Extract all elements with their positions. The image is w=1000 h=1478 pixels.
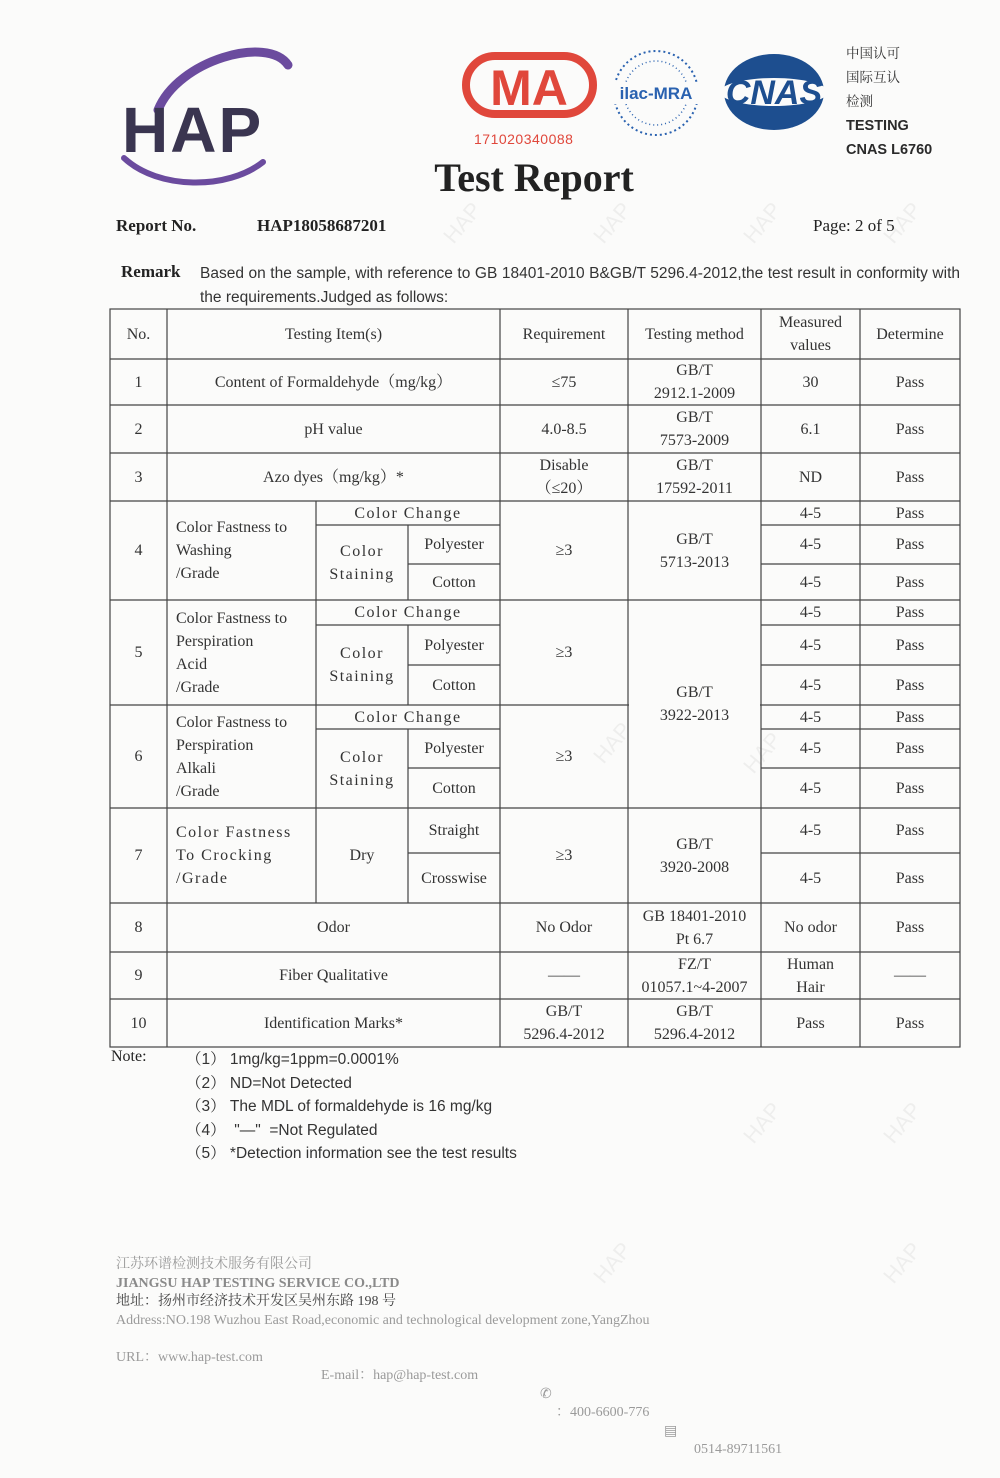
- sub-item-color-staining: Color Staining: [329, 645, 395, 685]
- watermark: HAP: [738, 197, 787, 249]
- svg-text:CNAS: CNAS: [725, 74, 823, 112]
- requirement: ≥3: [555, 847, 573, 864]
- test-item: Content of Formaldehyde（mg/kg）: [214, 373, 453, 391]
- fax-number: 0514-89711561: [694, 1442, 783, 1457]
- row-number: 2: [134, 420, 143, 438]
- determination: Pass: [895, 468, 925, 486]
- watermark: HAP: [588, 197, 637, 249]
- watermark: HAP: [738, 1097, 787, 1149]
- requirement: No Odor: [535, 919, 593, 936]
- test-item: Color Fastness to Perspiration Alkali /Grade: [176, 713, 288, 800]
- test-item: Fiber Qualitative: [279, 967, 388, 984]
- cma-mark: [462, 50, 597, 122]
- col-header-measured: Measured values: [778, 314, 843, 354]
- phone-icon: ✆: [540, 1386, 552, 1402]
- row-number: 4: [134, 542, 143, 559]
- cnas-mark: [718, 50, 830, 134]
- watermark: HAP: [588, 1237, 637, 1289]
- determination: Pass: [895, 636, 925, 654]
- determination: Pass: [895, 373, 925, 391]
- test-method: GB/T 5296.4-2012: [653, 1003, 736, 1043]
- test-method: FZ/T 01057.1~4-2007: [641, 955, 748, 996]
- determination: Pass: [895, 1014, 925, 1032]
- sub-item-polyester: Polyester: [424, 636, 484, 654]
- measured-value: 4-5: [799, 822, 822, 839]
- website: URL：www.hap-test.com: [116, 1349, 263, 1365]
- determination: Pass: [895, 740, 925, 757]
- measured-value: 4-5: [799, 536, 822, 553]
- test-method: GB/T 17592-2011: [656, 457, 733, 497]
- col-header-item: Testing Item(s): [284, 325, 383, 343]
- report-number: HAP18058687201: [257, 216, 387, 235]
- determination: Pass: [895, 573, 925, 591]
- company-name-cn: 江苏环谱检测技术服务有限公司: [116, 1257, 312, 1272]
- col-header-determine: Determine: [876, 325, 944, 343]
- measured-value: 4-5: [799, 740, 822, 757]
- measured-value: 4-5: [799, 708, 822, 726]
- measured-value: Pass: [796, 1014, 825, 1032]
- row-number: 1: [134, 373, 143, 391]
- test-item: Color Fastness To Crocking /Grade: [176, 824, 292, 887]
- watermark: HAP: [878, 1097, 927, 1149]
- col-header-method: Testing method: [645, 325, 744, 343]
- row-number: 8: [134, 919, 143, 936]
- measured-value: No odor: [784, 919, 837, 936]
- requirement: ——: [548, 967, 580, 984]
- row-number: 6: [134, 748, 143, 765]
- sub-item-polyester: Polyester: [424, 740, 484, 757]
- row-number: 3: [134, 468, 143, 486]
- watermark: HAP: [738, 727, 787, 779]
- sub-item-crosswise: Crosswise: [421, 869, 487, 887]
- requirement: ≥3: [555, 748, 573, 765]
- row-number: 7: [134, 847, 143, 864]
- requirement: GB/T 5296.4-2012: [523, 1003, 605, 1043]
- svg-text:HAP: HAP: [122, 94, 264, 166]
- measured-value: 4-5: [799, 869, 822, 887]
- test-method: GB 18401-2010 Pt 6.7: [642, 907, 747, 948]
- measured-value: 4-5: [799, 636, 822, 654]
- test-item: Odor: [317, 919, 350, 936]
- test-item: Azo dyes（mg/kg）*: [263, 468, 404, 486]
- requirement: ≥3: [555, 542, 573, 559]
- note-item: （5） *Detection information see the test results: [186, 1145, 517, 1162]
- col-header-no: No.: [126, 325, 151, 343]
- watermark: HAP: [878, 1237, 927, 1289]
- determination: Pass: [895, 779, 925, 797]
- determination: ——: [894, 967, 926, 984]
- row-number: 10: [130, 1014, 147, 1032]
- measured-value: 4-5: [799, 504, 822, 522]
- measured-value: 6.1: [800, 420, 821, 438]
- requirement: ≤75: [551, 373, 577, 391]
- remark-text: Based on the sample, with reference to GB 18401-2010 B&GB/T 5296.4-2012,the test result in conformity with the requirements.Judged as follows:: [200, 265, 960, 306]
- address-en: Address:NO.198 Wuzhou East Road,economic and technological development zone,YangZhou: [116, 1312, 650, 1328]
- watermark: HAP: [438, 197, 487, 249]
- sub-item-polyester: Polyester: [424, 536, 484, 553]
- sub-item-straight: Straight: [428, 822, 480, 839]
- determination: Pass: [895, 869, 925, 887]
- determination: Pass: [895, 604, 925, 621]
- requirement: ≥3: [555, 644, 573, 661]
- sub-item-color-change: Color Change: [354, 604, 462, 621]
- note-item: （4） "—" =Not Regulated: [186, 1121, 378, 1139]
- test-method: GB/T 3920-2008: [659, 835, 730, 876]
- sub-item-cotton: Cotton: [432, 779, 476, 797]
- watermark: HAP: [588, 717, 637, 769]
- sub-item-color-staining: Color Staining: [329, 542, 395, 583]
- sub-item-color-change: Color Change: [354, 504, 462, 522]
- svg-text:MA: MA: [490, 60, 568, 116]
- test-item: Color Fastness to Washing /Grade: [176, 519, 288, 582]
- measured-value: ND: [798, 468, 823, 486]
- cma-number: 171020340088: [474, 131, 574, 147]
- notes-list: [186, 1048, 517, 1166]
- requirement: Disable （≤20）: [535, 457, 593, 497]
- note-item: （3） The MDL of formaldehyde is 16 mg/kg: [186, 1098, 493, 1115]
- address-cn: 地址：扬州市经济技术开发区吴州东路 198 号: [116, 1294, 396, 1309]
- measured-value: Human Hair: [786, 955, 835, 996]
- test-item: Identification Marks*: [263, 1014, 404, 1032]
- test-item: pH value: [304, 420, 363, 438]
- ilac-mra-mark: [605, 46, 707, 140]
- svg-text:ilac-MRA: ilac-MRA: [619, 84, 693, 103]
- test-method: GB/T 5713-2013: [659, 530, 730, 571]
- test-method: GB/T 7573-2009: [659, 409, 730, 449]
- footer: [116, 1256, 783, 1457]
- phone-number: ：400-6600-776: [556, 1405, 650, 1420]
- test-method: GB/T 2912.1-2009: [653, 362, 736, 402]
- measured-value: 4-5: [799, 779, 822, 797]
- determination: Pass: [895, 536, 925, 553]
- cert-text: 中国认可 国际互认 检测 TESTING CNAS L6760: [846, 46, 933, 158]
- determination: Pass: [895, 822, 925, 839]
- row-number: 5: [134, 644, 143, 661]
- measured-value: 4-5: [799, 676, 822, 694]
- sub-item-color-change: Color Change: [354, 708, 462, 726]
- measured-value: 4-5: [799, 573, 822, 591]
- determination: Pass: [895, 919, 925, 936]
- determination: Pass: [895, 676, 925, 694]
- watermark: HAP: [878, 197, 927, 249]
- note-item: （2） ND=Not Detected: [186, 1074, 352, 1092]
- determination: Pass: [895, 708, 925, 726]
- sub-item-color-staining: Color Staining: [329, 748, 395, 789]
- page-number: Page: 2 of 5: [813, 216, 895, 235]
- note-label: Note:: [111, 1048, 147, 1065]
- remark-label: Remark: [121, 262, 181, 281]
- col-header-requirement: Requirement: [522, 325, 606, 343]
- sub-item-cotton: Cotton: [432, 676, 476, 694]
- measured-value: 4-5: [799, 604, 822, 621]
- page-title: Test Report: [434, 155, 634, 200]
- fax-icon: ▤: [664, 1423, 678, 1439]
- determination: Pass: [895, 420, 925, 438]
- test-item: Color Fastness to Perspiration Acid /Grade: [176, 609, 288, 696]
- row-number: 9: [134, 967, 143, 984]
- requirement: 4.0-8.5: [541, 420, 587, 438]
- email: E-mail：hap@hap-test.com: [321, 1368, 479, 1383]
- report-no-label: Report No.: [116, 216, 197, 235]
- test-method: GB/T 3922-2013: [659, 684, 730, 724]
- measured-value: 30: [802, 373, 819, 391]
- sub-item-dry: Dry: [349, 847, 375, 864]
- company-name-en: JIANGSU HAP TESTING SERVICE CO.,LTD: [116, 1275, 400, 1291]
- determination: Pass: [895, 504, 925, 522]
- note-item: （1） 1mg/kg=1ppm=0.0001%: [186, 1051, 399, 1068]
- sub-item-cotton: Cotton: [432, 573, 476, 591]
